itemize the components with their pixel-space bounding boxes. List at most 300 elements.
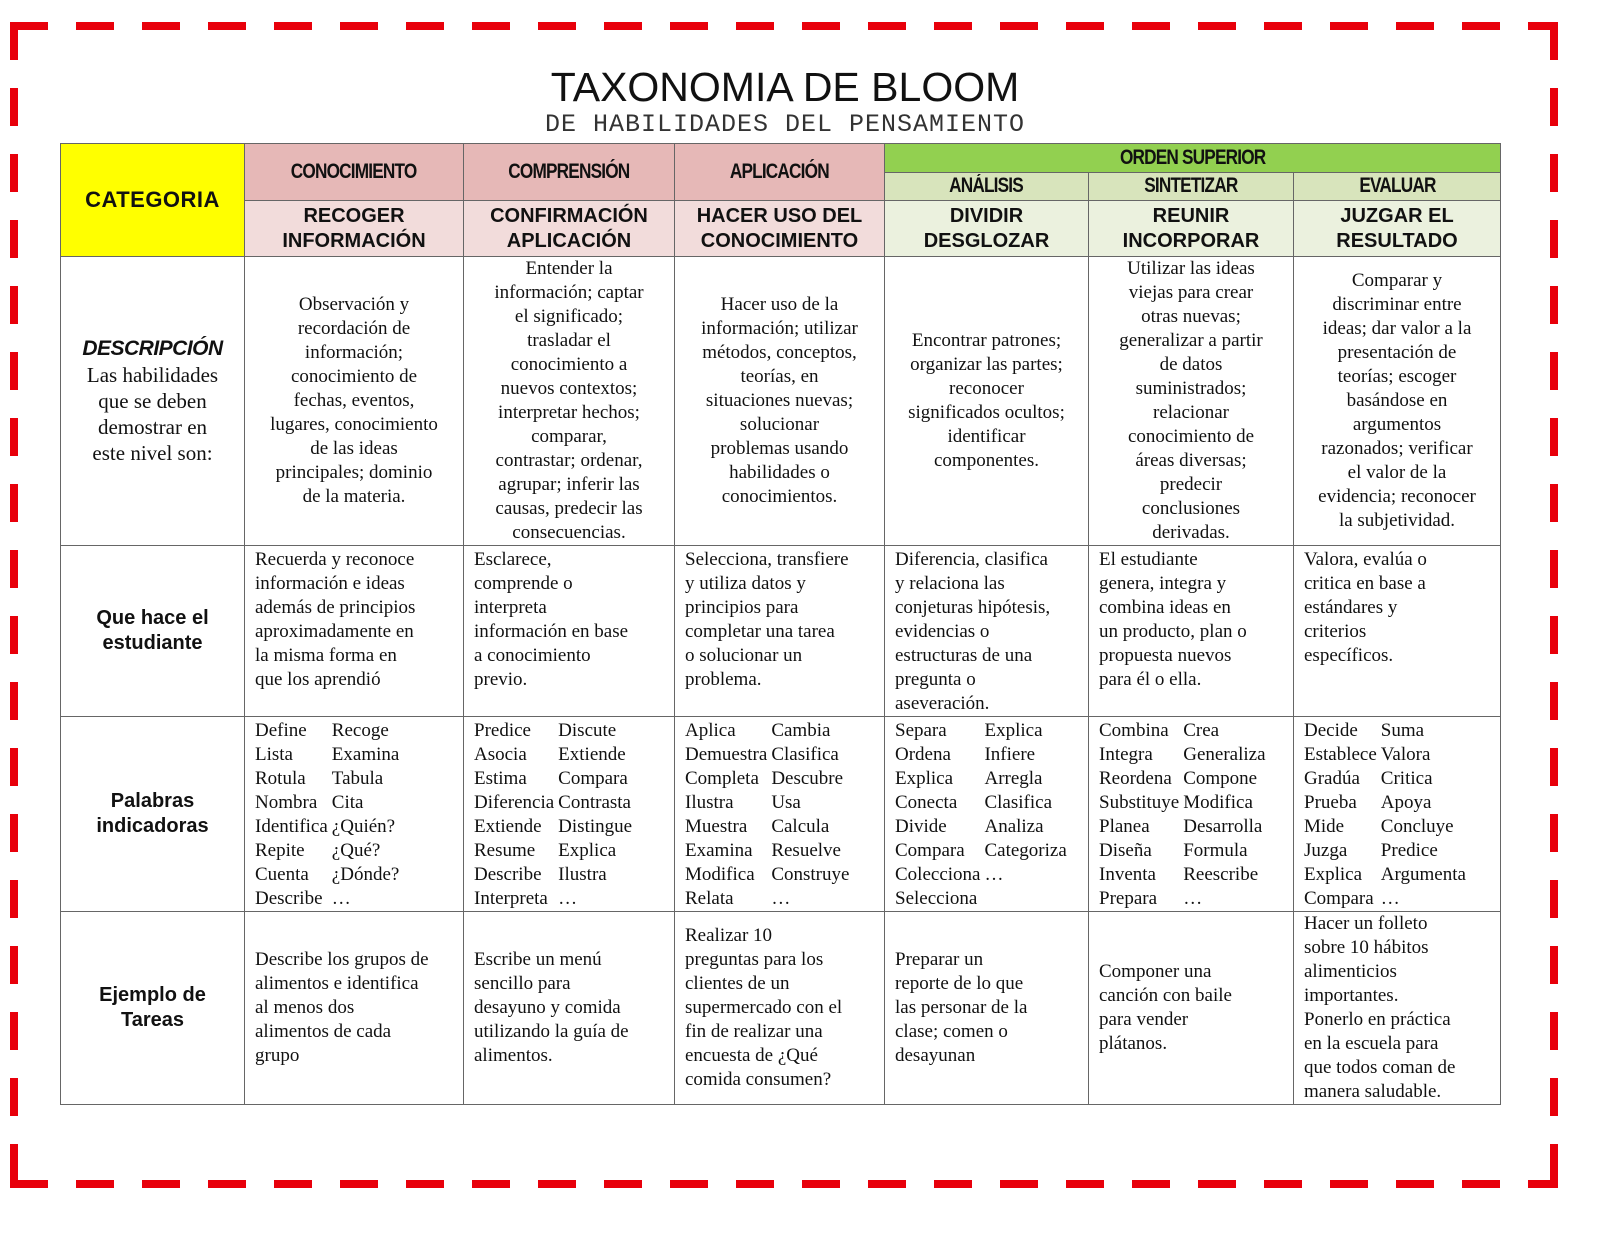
text-line: causas, predecir las xyxy=(495,498,643,519)
text-line: utilizando la guía de xyxy=(474,1021,629,1042)
description-cell xyxy=(675,257,885,546)
keyword: Clasifica xyxy=(984,792,1052,813)
row-label-description xyxy=(61,257,245,546)
higher-order-header: ORDEN SUPERIOR xyxy=(885,144,1501,173)
level-header-0: CONOCIMIENTO xyxy=(245,144,464,201)
text-line: preguntas para los xyxy=(685,949,824,970)
text-line: problemas usando xyxy=(710,438,849,459)
keyword xyxy=(984,887,1070,911)
keyword: Asocia xyxy=(474,744,527,765)
text-line: el significado; xyxy=(514,306,624,327)
text-line: alimenticios xyxy=(1304,961,1397,982)
page-title: TAXONOMIA DE BLOOM xyxy=(550,64,1020,110)
keyword: Compone xyxy=(1183,768,1258,789)
level-subheader-1 xyxy=(464,201,675,257)
text-line: el valor de la xyxy=(1347,462,1447,483)
row-student xyxy=(61,546,1501,717)
keyword: Explica xyxy=(895,768,954,789)
text-line: Recuerda y reconoce xyxy=(255,549,415,570)
text-line: CONFIRMACIÓN xyxy=(490,204,648,227)
keyword: Predice xyxy=(1380,840,1438,861)
text-line: Describe los grupos de xyxy=(255,949,429,970)
keyword: Divide xyxy=(895,816,947,837)
text-line: Componer una xyxy=(1099,961,1212,982)
keyword: … xyxy=(558,888,578,909)
keyword: Colecciona xyxy=(895,864,981,885)
keyword: … xyxy=(1380,888,1400,909)
level-header-3: ANÁLISIS xyxy=(885,173,1089,201)
text-line: teorías; escoger xyxy=(1337,366,1457,387)
text-line: la subjetividad. xyxy=(1338,510,1456,531)
keyword: … xyxy=(984,864,1004,885)
text-line: componentes. xyxy=(933,450,1039,471)
row-label-tasks xyxy=(61,912,245,1105)
text-line: identificar xyxy=(947,426,1026,447)
task-cell xyxy=(675,912,885,1105)
text-line: que los aprendió xyxy=(255,669,381,690)
keyword: Reordena xyxy=(1099,768,1172,789)
text-line: Diferencia, clasifica xyxy=(895,549,1048,570)
border-top xyxy=(10,22,1558,30)
text-line: INFORMACIÓN xyxy=(282,229,426,252)
text-line: presentación de xyxy=(1337,342,1457,363)
keyword: Generaliza xyxy=(1183,744,1266,765)
text-line: Observación y xyxy=(298,294,410,315)
text-line: basándose en xyxy=(1346,390,1448,411)
text-line: Ponerlo en práctica xyxy=(1304,1009,1451,1030)
row-description xyxy=(61,257,1501,546)
keyword: Repite xyxy=(255,840,305,861)
text-line: conocimiento de xyxy=(290,366,418,387)
keyword: Compara xyxy=(558,768,628,789)
keyword: Cambia xyxy=(771,720,831,741)
label-emphasis: DESCRIPCIÓN xyxy=(82,337,223,360)
text-line: un producto, plan o xyxy=(1099,621,1247,642)
text-line: además de principios xyxy=(255,597,416,618)
keyword: Mide xyxy=(1304,816,1345,837)
keyword: Prepara xyxy=(1099,888,1158,909)
text-line: APLICACIÓN xyxy=(506,229,632,252)
text-line: situaciones nuevas; xyxy=(705,390,854,411)
keyword: Planea xyxy=(1099,816,1150,837)
keyword: Ilustra xyxy=(685,792,734,813)
student-cell xyxy=(245,546,464,717)
text-line: Las habilidades xyxy=(86,363,219,387)
keyword: … xyxy=(771,888,791,909)
description-cell xyxy=(245,257,464,546)
keyword: Descubre xyxy=(771,768,844,789)
text-line: sencillo para xyxy=(474,973,571,994)
text-line: de la materia. xyxy=(302,486,406,507)
row-tasks xyxy=(61,912,1501,1105)
keyword: Estima xyxy=(474,768,527,789)
text-line: combina ideas en xyxy=(1099,597,1231,618)
task-cell xyxy=(245,912,464,1105)
task-cell xyxy=(464,912,675,1105)
task-cell xyxy=(1294,912,1501,1105)
keyword: Selecciona xyxy=(895,888,978,909)
keyword: Argumenta xyxy=(1380,864,1466,885)
text-line: solucionar xyxy=(739,414,820,435)
keyword: Extiende xyxy=(558,744,626,765)
task-cell xyxy=(885,912,1089,1105)
level-header-5: EVALUAR xyxy=(1294,173,1501,201)
text-line: desayunan xyxy=(895,1045,976,1066)
text-line: clientes de un xyxy=(685,973,790,994)
keyword: Compara xyxy=(895,840,965,861)
keywords-cell xyxy=(245,717,464,912)
keyword: Critica xyxy=(1380,768,1433,789)
text-line: predecir xyxy=(1159,474,1223,495)
keyword: Clasifica xyxy=(771,744,839,765)
text-line: estudiante xyxy=(102,632,203,654)
keyword: ¿Dónde? xyxy=(331,864,400,885)
level-subheader-4 xyxy=(1089,201,1294,257)
text-line: pregunta o xyxy=(895,669,976,690)
level-subheader-0 xyxy=(245,201,464,257)
keywords-cell xyxy=(885,717,1089,912)
text-line: criterios xyxy=(1304,621,1367,642)
text-line: que todos coman de xyxy=(1304,1057,1456,1078)
text-line: razonados; verificar xyxy=(1321,438,1473,459)
text-line: conocimientos. xyxy=(721,486,838,507)
text-line: demostrar en xyxy=(97,415,208,439)
keyword: Reescribe xyxy=(1183,864,1259,885)
keyword-grid xyxy=(895,719,1078,911)
text-line: la misma forma en xyxy=(255,645,397,666)
student-cell xyxy=(1089,546,1294,717)
text-line: alimentos de cada xyxy=(255,1021,392,1042)
text-line: El estudiante xyxy=(1099,549,1198,570)
text-line: Hacer uso de la xyxy=(720,294,839,315)
keyword: Explica xyxy=(1304,864,1363,885)
text-line: conjeturas hipótesis, xyxy=(895,597,1051,618)
text-line: generalizar a partir xyxy=(1119,330,1263,351)
keyword: Resuelve xyxy=(771,840,841,861)
text-line: propuesta nuevos xyxy=(1099,645,1232,666)
text-line: canción con baile xyxy=(1099,985,1232,1006)
keyword: Juzga xyxy=(1304,840,1348,861)
keyword: Modifica xyxy=(1183,792,1253,813)
text-line: a conocimiento xyxy=(474,645,591,666)
text-line: específicos. xyxy=(1304,645,1394,666)
keyword: Inventa xyxy=(1099,864,1156,885)
text-line: métodos, conceptos, xyxy=(702,342,857,363)
keyword: Calcula xyxy=(771,816,830,837)
text-line: información; xyxy=(304,342,404,363)
row-keywords xyxy=(61,717,1501,912)
keyword: Desarrolla xyxy=(1183,816,1263,837)
text-line: al menos dos xyxy=(255,997,355,1018)
level-subheader-5 xyxy=(1294,201,1501,257)
text-line: reporte de lo que xyxy=(895,973,1024,994)
text-line: clase; comen o xyxy=(895,1021,1008,1042)
keyword: Diferencia xyxy=(474,792,555,813)
keyword: Cita xyxy=(331,792,364,813)
text-line: argumentos xyxy=(1352,414,1442,435)
text-line: interpreta xyxy=(474,597,547,618)
keyword: Lista xyxy=(255,744,293,765)
text-line: CONOCIMIENTO xyxy=(700,229,859,252)
text-line: comprende o xyxy=(474,573,573,594)
keyword: Usa xyxy=(771,792,801,813)
keyword: Crea xyxy=(1183,720,1220,741)
text-line: Tareas xyxy=(120,1009,184,1031)
keyword: Ilustra xyxy=(558,864,607,885)
page-subtitle: DE HABILIDADES DEL PENSAMIENTO xyxy=(544,110,1026,139)
text-line: manera saludable. xyxy=(1304,1081,1442,1102)
keyword: Gradúa xyxy=(1304,768,1360,789)
level-header-4: SINTETIZAR xyxy=(1089,173,1294,201)
text-line: reconocer xyxy=(949,378,1024,399)
task-cell xyxy=(1089,912,1294,1105)
keyword: Combina xyxy=(1099,720,1169,741)
text-line: alimentos. xyxy=(474,1045,553,1066)
text-line: agrupar; inferir las xyxy=(498,474,640,495)
text-line: conocimiento a xyxy=(510,354,628,375)
text-line: de las ideas xyxy=(310,438,398,459)
keyword: Examina xyxy=(331,744,400,765)
text-line: conocimiento de xyxy=(1127,426,1255,447)
keyword: ¿Quién? xyxy=(331,816,396,837)
text-line: Hacer un folleto xyxy=(1304,913,1428,934)
text-line: aproximadamente en xyxy=(255,621,414,642)
text-line: o solucionar un xyxy=(685,645,803,666)
text-line: Comparar y xyxy=(1351,270,1443,291)
text-line: importantes. xyxy=(1304,985,1399,1006)
keyword: Arregla xyxy=(984,768,1043,789)
text-line: Selecciona, transfiere xyxy=(685,549,849,570)
text-line: supermercado con el xyxy=(685,997,843,1018)
keyword: Diseña xyxy=(1099,840,1152,861)
level-header-2: APLICACIÓN xyxy=(675,144,885,201)
keyword-grid xyxy=(1099,719,1283,911)
text-line: principales; dominio xyxy=(275,462,433,483)
text-line: fin de realizar una xyxy=(685,1021,823,1042)
keyword: Substituye xyxy=(1099,792,1180,813)
keyword: Completa xyxy=(685,768,759,789)
text-line: relacionar xyxy=(1153,402,1229,423)
student-cell xyxy=(464,546,675,717)
keyword: Interpreta xyxy=(474,888,548,909)
text-line: Entender la xyxy=(525,258,613,279)
text-line: HACER USO DEL xyxy=(696,204,863,227)
text-line: alimentos e identifica xyxy=(255,973,419,994)
text-line: desayuno y comida xyxy=(474,997,621,1018)
description-cell xyxy=(464,257,675,546)
keywords-cell xyxy=(1089,717,1294,912)
text-line: significados ocultos; xyxy=(908,402,1065,423)
keyword: Discute xyxy=(558,720,617,741)
text-line: para él o ella. xyxy=(1099,669,1202,690)
text-line: organizar las partes; xyxy=(910,354,1063,375)
keyword: Explica xyxy=(984,720,1043,741)
text-line: Ejemplo de xyxy=(99,984,206,1006)
text-line: ideas; dar valor a la xyxy=(1322,318,1472,339)
level-subheader-2 xyxy=(675,201,885,257)
keyword: Describe xyxy=(474,864,542,885)
text-line: Que hace el xyxy=(96,607,209,629)
keyword: … xyxy=(331,888,351,909)
keyword-grid xyxy=(255,719,453,911)
keyword: Tabula xyxy=(331,768,384,789)
text-line: critica en base a xyxy=(1304,573,1426,594)
text-line: Valora, evalúa o xyxy=(1304,549,1427,570)
text-line: estándares y xyxy=(1304,597,1398,618)
keyword: Concluye xyxy=(1380,816,1454,837)
keyword: Modifica xyxy=(685,864,755,885)
text-line: y utiliza datos y xyxy=(685,573,806,594)
text-line: previo. xyxy=(474,669,528,690)
keyword: Formula xyxy=(1183,840,1248,861)
text-line: consecuencias. xyxy=(512,522,626,543)
text-line: JUZGAR EL xyxy=(1340,204,1454,227)
text-line: encuesta de ¿Qué xyxy=(685,1045,818,1066)
keyword: Muestra xyxy=(685,816,748,837)
student-cell xyxy=(1294,546,1501,717)
text-line: suministrados; xyxy=(1135,378,1247,399)
text-line: estructuras de una xyxy=(895,645,1033,666)
text-line: Realizar 10 xyxy=(685,925,773,946)
keyword: Ordena xyxy=(895,744,951,765)
text-line: grupo xyxy=(255,1045,300,1066)
text-line: indicadoras xyxy=(96,815,209,837)
keyword: Infiere xyxy=(984,744,1036,765)
keyword: Define xyxy=(255,720,307,741)
keyword-grid xyxy=(1304,719,1490,911)
keyword: Integra xyxy=(1099,744,1153,765)
text-line: información; utilizar xyxy=(701,318,858,339)
description-cell xyxy=(1089,257,1294,546)
text-line: sobre 10 hábitos xyxy=(1304,937,1429,958)
text-line: interpretar hechos; xyxy=(498,402,640,423)
text-line: lugares, conocimiento xyxy=(270,414,438,435)
text-line: contrastar; ordenar, xyxy=(495,450,643,471)
text-line: este nivel son: xyxy=(92,441,213,465)
text-line: conclusiones xyxy=(1141,498,1241,519)
text-line: áreas diversas; xyxy=(1135,450,1247,471)
row-label-student xyxy=(61,546,245,717)
student-cell xyxy=(885,546,1089,717)
text-line: teorías, en xyxy=(740,366,819,387)
text-line: en la escuela para xyxy=(1304,1033,1439,1054)
category-header: CATEGORIA xyxy=(61,144,245,257)
text-line: recordación de xyxy=(297,318,411,339)
student-cell xyxy=(675,546,885,717)
text-line: completar una tarea xyxy=(685,621,835,642)
keyword: Decide xyxy=(1304,720,1358,741)
description-cell xyxy=(885,257,1089,546)
keyword: Extiende xyxy=(474,816,542,837)
text-line: Preparar un xyxy=(895,949,984,970)
keyword: ¿Qué? xyxy=(331,840,381,861)
level-header-1: COMPRENSIÓN xyxy=(464,144,675,201)
keyword: Valora xyxy=(1380,744,1431,765)
description-cell xyxy=(1294,257,1501,546)
keywords-cell xyxy=(464,717,675,912)
keyword: Analiza xyxy=(984,816,1044,837)
border-bottom xyxy=(10,1180,1558,1188)
text-line: otras nuevas; xyxy=(1141,306,1241,327)
text-line: viejas para crear xyxy=(1128,282,1254,303)
keyword: Contrasta xyxy=(558,792,631,813)
text-line: problema. xyxy=(685,669,762,690)
text-line: REUNIR xyxy=(1152,204,1230,227)
text-line: DESGLOZAR xyxy=(923,229,1050,252)
keyword: Rotula xyxy=(255,768,306,789)
keywords-cell xyxy=(675,717,885,912)
keyword: Categoriza xyxy=(984,840,1067,861)
text-line: Encontrar patrones; xyxy=(911,330,1062,351)
text-line: Esclarece, xyxy=(474,549,552,570)
text-line: Escribe un menú xyxy=(474,949,602,970)
text-line: las personar de la xyxy=(895,997,1028,1018)
text-line: habilidades o xyxy=(729,462,830,483)
text-line: aseveración. xyxy=(895,693,990,714)
row-label-keywords xyxy=(61,717,245,912)
text-line: DIVIDIR xyxy=(949,204,1024,227)
keyword: Suma xyxy=(1380,720,1425,741)
keyword: Examina xyxy=(685,840,753,861)
text-line: fechas, eventos, xyxy=(293,390,415,411)
keyword: Nombra xyxy=(255,792,318,813)
text-line: plátanos. xyxy=(1099,1033,1168,1054)
text-line: INCORPORAR xyxy=(1122,229,1260,252)
keyword: Demuestra xyxy=(685,744,768,765)
text-line: evidencia; reconocer xyxy=(1318,486,1476,507)
text-line: genera, integra y xyxy=(1099,573,1227,594)
text-line: RECOGER xyxy=(303,204,405,227)
keyword: Conecta xyxy=(895,792,958,813)
keyword-grid xyxy=(685,719,874,911)
text-line: información; captar xyxy=(494,282,644,303)
keyword: Predice xyxy=(474,720,531,741)
keyword: Identifica xyxy=(255,816,328,837)
text-line: y relaciona las xyxy=(895,573,1005,594)
keyword: Apoya xyxy=(1380,792,1432,813)
text-line: trasladar el xyxy=(527,330,611,351)
keyword: Prueba xyxy=(1304,792,1357,813)
keyword: Separa xyxy=(895,720,947,741)
border-left xyxy=(10,22,18,1188)
keyword: Resume xyxy=(474,840,536,861)
border-right xyxy=(1550,22,1558,1188)
keyword: Recoge xyxy=(331,720,389,741)
text-line: para vender xyxy=(1099,1009,1189,1030)
keyword: Explica xyxy=(558,840,617,861)
keyword: Distingue xyxy=(558,816,633,837)
text-line: de datos xyxy=(1159,354,1223,375)
text-line: Palabras xyxy=(110,790,195,812)
text-line: discriminar entre xyxy=(1332,294,1462,315)
keyword-grid xyxy=(474,719,664,911)
keyword: Construye xyxy=(771,864,850,885)
text-line: derivadas. xyxy=(1152,522,1230,543)
text-line: Utilizar las ideas xyxy=(1127,258,1255,279)
text-line: que se deben xyxy=(98,389,207,413)
keyword: Describe xyxy=(255,888,323,909)
keywords-cell xyxy=(1294,717,1501,912)
keyword: Compara xyxy=(1304,888,1374,909)
text-line: información e ideas xyxy=(255,573,405,594)
text-line: nuevos contextos; xyxy=(500,378,638,399)
text-line: comida consumen? xyxy=(685,1069,832,1090)
keyword: Establece xyxy=(1304,744,1377,765)
level-subheader-3 xyxy=(885,201,1089,257)
text-line: información en base xyxy=(474,621,629,642)
text-line: RESULTADO xyxy=(1336,229,1458,252)
keyword: Cuenta xyxy=(255,864,309,885)
